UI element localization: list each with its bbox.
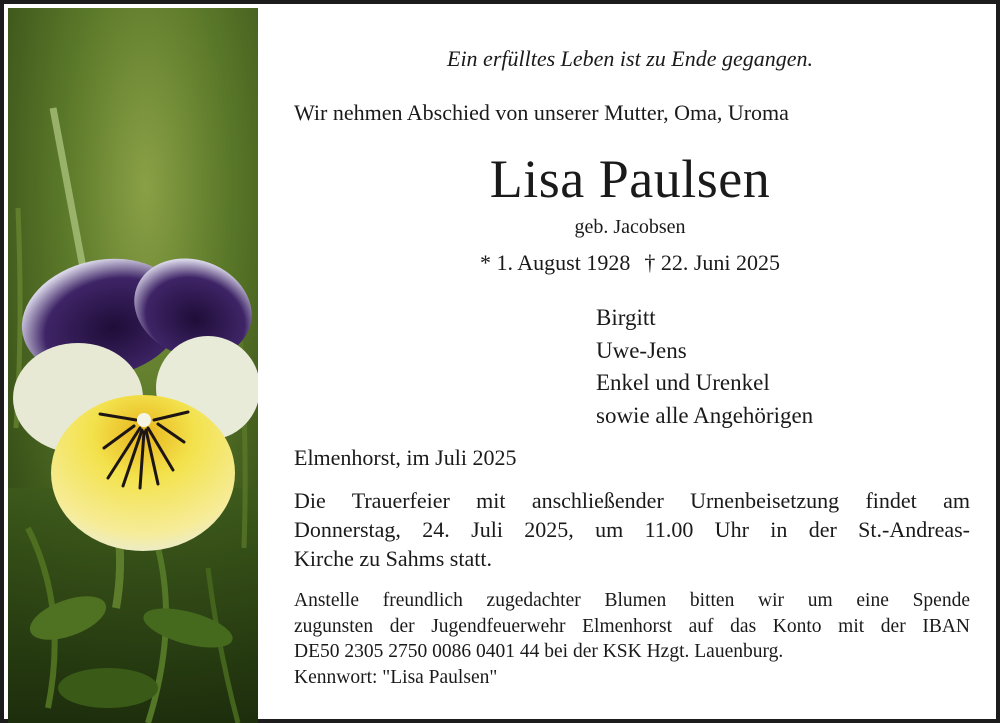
motto: Ein erfülltes Leben ist zu Ende gegangen.	[447, 46, 813, 71]
intro-text: Wir nehmen Abschied von unserer Mutter, Oma, Uroma	[294, 100, 789, 125]
donation-line: Anstelle freundlich zugedachter Blumen bitten wir um eine Spende	[294, 590, 970, 611]
mourner: Enkel und Urenkel	[596, 370, 770, 395]
mourner: Uwe-Jens	[596, 337, 687, 363]
place-date: Elmenhorst, im Juli 2025	[294, 445, 517, 470]
pansy-flower-image	[8, 8, 258, 723]
funeral-line: Donnerstag, 24. Juli 2025, um 11.00 Uhr in der St.-Andreas-	[294, 517, 970, 542]
maiden-name: geb. Jacobsen	[574, 216, 686, 238]
funeral-line: Kirche zu Sahms statt.	[294, 546, 492, 571]
mourner: Birgitt	[596, 305, 656, 330]
life-dates	[260, 250, 1000, 276]
obituary-text	[260, 8, 1000, 723]
mourner: sowie alle Angehörigen	[596, 402, 814, 428]
deceased-name: Lisa Paulsen	[489, 149, 771, 209]
donation-line: Kennwort: "Lisa Paulsen"	[294, 666, 498, 688]
donation-note	[294, 588, 970, 690]
birth-date: * 1. August 1928	[479, 250, 631, 275]
death-date: † 22. Juni 2025	[644, 250, 781, 275]
mourners-list	[596, 302, 813, 432]
funeral-line: Die Trauerfeier mit anschließender Urnenbeisetzung findet am	[294, 488, 970, 513]
funeral-details	[294, 486, 970, 573]
donation-line: zugunsten der Jugendfeuerwehr Elmenhorst auf das Konto mit der IBAN	[294, 615, 970, 637]
donation-line: DE50 2305 2750 0086 0401 44 bei der KSK Hzgt. Lauenburg.	[294, 641, 784, 662]
